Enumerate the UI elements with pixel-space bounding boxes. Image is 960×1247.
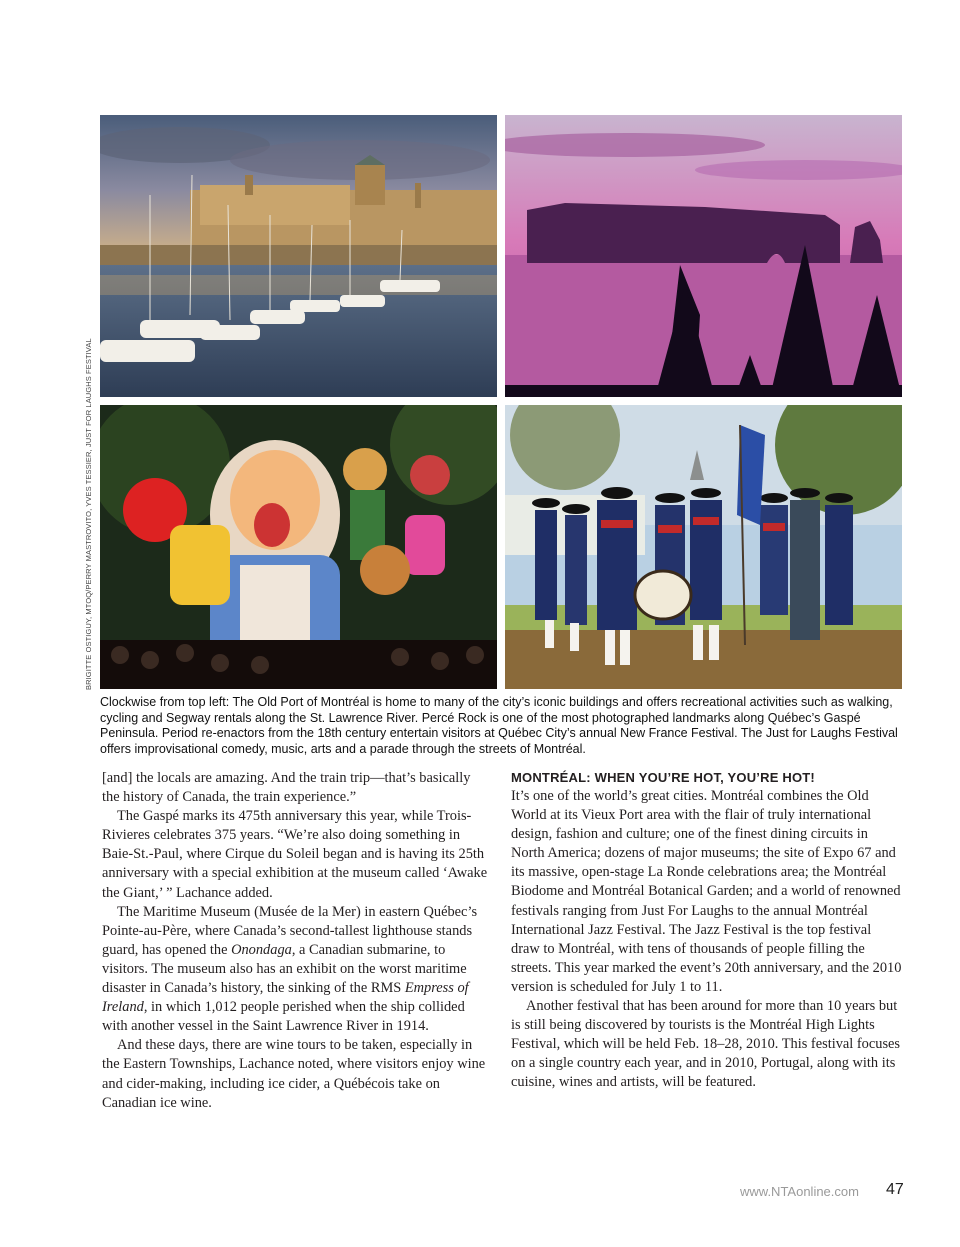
- photo-caption: Clockwise from top left: The Old Port of Montréal is home to many of the city’s iconic buildings and offers recreational activities such as walking, cycling and Segway rentals along the St. Lawrence River. Percé Rock is one of the most photographed landmarks along Québec’s Gaspé Peninsula. Period re-enactors from the 18th century entertain visitors at Québec City’s annual New France Festival. The Just for Laughs Festival offers improvisational comedy, music, arts and a parade through the streets of Montréal.: [100, 695, 898, 756]
- photo-just-for-laughs-parade: [100, 405, 497, 689]
- page-number: 47: [886, 1181, 904, 1198]
- paragraph: It’s one of the world’s great cities. Montréal combines the Old World at its Vieux Port area with the flair of truly international design, fashion and culture; one of the finest dining circuits in North America; dozens of major museums; the site of Expo 67 and its massive, open-stage La Ronde celebrations area; the Montréal Biodome and Montréal Botanical Garden; and a world of renowned festivals ranging from Just For Laughs to the annual Montréal International Jazz Festival. The Jazz Festival is the top festival draw to Montréal, with tens of thousands of people filling the streets. This year marked the event’s 20th anniversary, and the 2010 version is scheduled for July 1 to 11.: [511, 788, 902, 995]
- article-column-left: [102, 769, 490, 1113]
- footer-url: www.NTAonline.com: [740, 1184, 859, 1199]
- photo-perce-rock: [505, 115, 902, 397]
- article-column-right: [511, 769, 903, 1093]
- paragraph: Another festival that has been around for more than 10 years but is still being discovered by tourists is the Montréal High Lights Festival, which will be held Feb. 18–28, 2010. This festival focuses on a single country each year, and in 2010, Portugal, along with its cuisine, wines and artists, will be featured.: [511, 998, 901, 1091]
- ship-name: Empress of Ireland: [102, 980, 469, 1016]
- ship-name: Onondaga: [231, 941, 292, 958]
- photo-new-france-festival: [505, 405, 902, 689]
- paragraph: [102, 903, 490, 1037]
- text-run: , a Canadian submarine, to visitors. The museum also has an exhibit on the worst maritime disaster in Canada’s history, the sinking of the RMS: [102, 941, 467, 997]
- paragraph: The Gaspé marks its 475th anniversary this year, while Trois-Rivieres celebrates 375 years. “We’re also doing something in Baie-St.-Paul, where Cirque du Soleil began and is having its 25th anniversary with a special exhibition at the museum called ‘Awake the Giant,’ ” Lachance added.: [102, 808, 488, 901]
- paragraph: And these days, there are wine tours to be taken, especially in the Eastern Townships, Lachance noted, where visitors enjoy wine and cider-making, including ice cider, a Québécois take on Canadian ice wine.: [102, 1037, 486, 1111]
- photo-credit: BRIGITTE OSTIGUY, MTOQ/PERRY MASTROVITO, YVES TESSIER, JUST FOR LAUGHS FESTIVAL: [84, 338, 93, 690]
- section-subhead: MONTRÉAL: WHEN YOU’RE HOT, YOU’RE HOT!: [511, 770, 815, 785]
- paragraph: [and] the locals are amazing. And the train trip—that’s basically the history of Canada, the train experience.”: [102, 770, 471, 806]
- photo-old-port: [100, 115, 497, 397]
- text-run: The Maritime Museum (Musée de la Mer) in eastern Québec’s Pointe-au-Père, where Canada’s second-tallest lighthouse stands guard, has opened the: [102, 903, 478, 958]
- text-run: , in which 1,012 people perished when the ship collided with another vessel in the Saint Lawrence River in 1914.: [102, 999, 465, 1035]
